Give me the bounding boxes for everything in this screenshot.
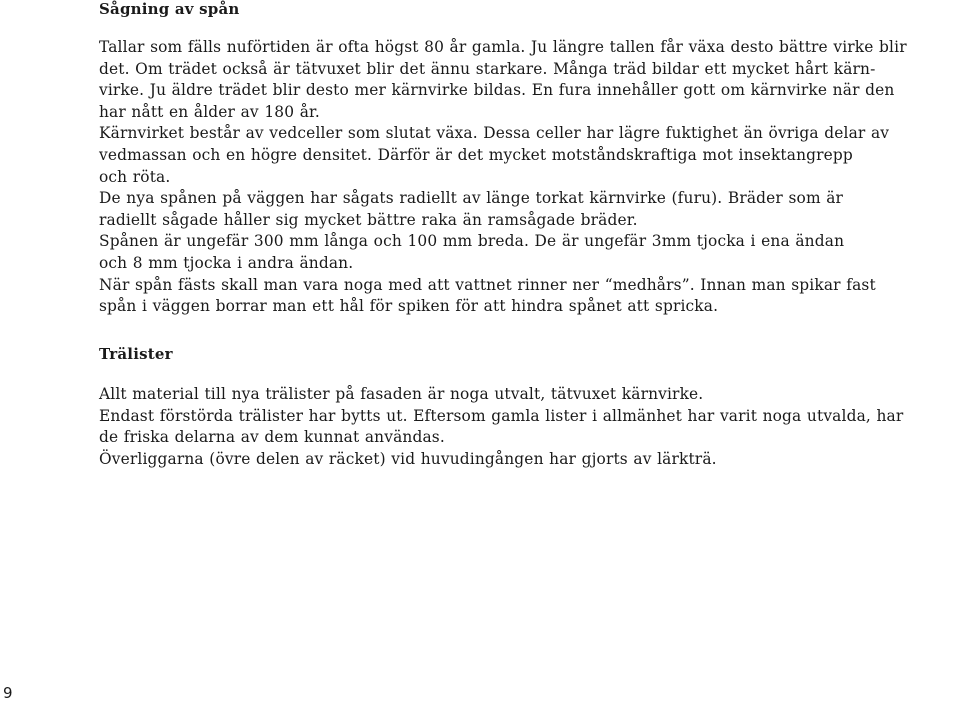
text-line: det. Om trädet också är tätvuxet blir det ännu starkare. Många träd bildar ett mycket hårt kärn- [99, 59, 876, 78]
text-line: de friska delarna av dem kunnat användas. [99, 428, 445, 447]
text-line: och röta. [99, 167, 171, 186]
text-line: radiellt sågade håller sig mycket bättre raka än ramsågade bräder. [99, 210, 638, 229]
text-line: Endast förstörda trälister har bytts ut. Eftersom gamla lister i allmänhet har varit noga utvalda, har [99, 406, 904, 425]
text-line: Kärnvirket består av vedceller som slutat växa. Dessa celler har lägre fuktighet än övriga delar av [99, 124, 890, 143]
text-line: Spånen är ungefär 300 mm långa och 100 mm breda. De är ungefär 3mm tjocka i ena ändan [99, 232, 845, 251]
text-line: De nya spånen på väggen har sågats radiellt av länge torkat kärnvirke (furu). Bräder som är [99, 189, 844, 208]
text-line: spån i väggen borrar man ett hål för spiken för att hindra spånet att spricka. [99, 297, 719, 316]
text-line: vedmassan och en högre densitet. Därför är det mycket motståndskraftiga mot insektangrepp [99, 145, 853, 164]
section-body-sagning-av-span [99, 37, 949, 318]
text-line: När spån fästs skall man vara noga med att vattnet rinner ner “medhårs”. Innan man spikar fast [99, 275, 876, 294]
text-line: virke. Ju äldre trädet blir desto mer kärnvirke bildas. En fura innehåller gott om kärnvirke när den [99, 81, 895, 100]
text-line: har nått en ålder av 180 år. [99, 102, 320, 121]
text-line: Allt material till nya trälister på fasaden är noga utvalt, tätvuxet kärnvirke. [99, 385, 704, 403]
page-number: 9 [3, 684, 13, 702]
section-heading-sagning-av-span: Sågning av spån [99, 0, 240, 18]
text-line: Tallar som fälls nuförtiden är ofta högst 80 år gamla. Ju längre tallen får växa desto bättre virke blir [99, 38, 907, 56]
section-body-tralister [99, 384, 949, 470]
section-heading-tralister: Trälister [99, 345, 173, 363]
text-line: Överliggarna (övre delen av räcket) vid huvudingången har gjorts av lärkträ. [99, 449, 717, 468]
text-line: och 8 mm tjocka i andra ändan. [99, 253, 354, 272]
